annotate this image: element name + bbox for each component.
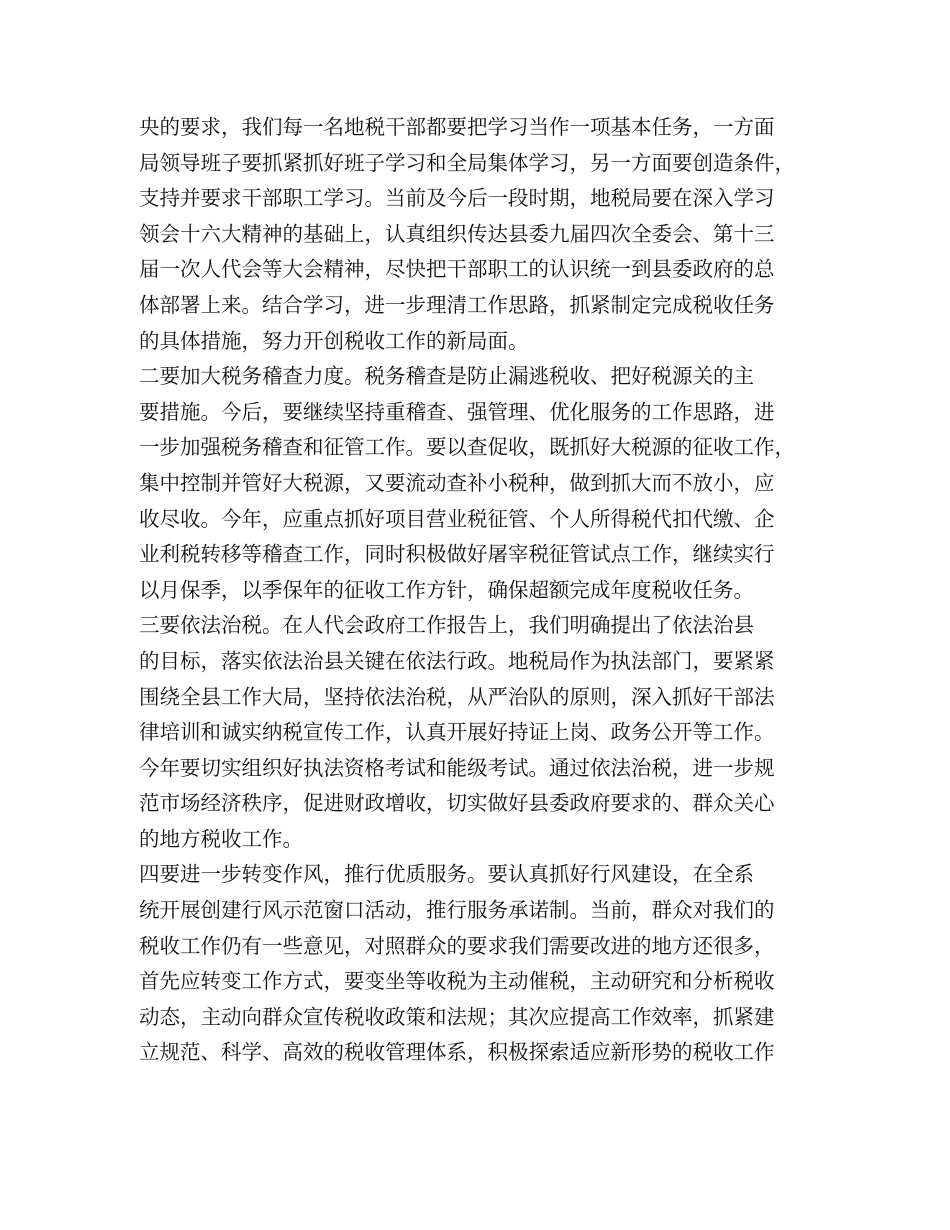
text-line: 税收工作仍有一些意见，对照群众的要求我们需要改进的地方还很多， [139,933,775,958]
text-line: 集中控制并管好大税源，又要流动查补小税种，做到抓大而不放小，应 [139,470,775,495]
text-line: 届一次人代会等大会精神，尽快把干部职工的认识统一到县委政府的总 [139,257,775,282]
text-line: 一步加强税务稽查和征管工作。要以查促收，既抓好大税源的征收工作， [139,435,795,460]
text-line: 央的要求，我们每一名地税干部都要把学习当作一项基本任务，一方面 [139,115,775,139]
text-line: 的地方税收工作。 [139,826,303,851]
text-line: 四要进一步转变作风，推行优质服务。要认真抓好行风建设，在全系 [139,862,754,887]
text-line: 业利税转移等稽查工作，同时积极做好屠宰税征管试点工作，继续实行 [139,542,775,567]
text-line: 支持并要求干部职工学习。当前及今后一段时期，地税局要在深入学习 [139,186,775,211]
text-line: 统开展创建行风示范窗口活动，推行服务承诺制。当前，群众对我们的 [139,898,775,923]
text-line: 的具体措施，努力开创税收工作的新局面。 [139,328,529,353]
document-body [139,110,829,1071]
text-line: 首先应转变工作方式，要变坐等收税为主动催税，主动研究和分析税收 [139,969,775,994]
text-line: 要措施。今后，要继续坚持重稽查、强管理、优化服务的工作思路，进 [139,399,775,424]
text-line: 局领导班子要抓紧抓好班子学习和全局集体学习，另一方面要创造条件， [139,150,795,175]
text-line: 二要加大税务稽查力度。税务稽查是防止漏逃税收、把好税源关的主 [139,364,754,389]
text-line: 以月保季，以季保年的征收工作方针，确保超额完成年度税收任务。 [139,577,754,602]
text-line: 的目标，落实依法治县关键在依法行政。地税局作为执法部门，要紧紧 [139,648,775,673]
text-line: 收尽收。今年，应重点抓好项目营业税征管、个人所得税代扣代缴、企 [139,506,775,531]
text-line: 立规范、科学、高效的税收管理体系，积极探索适应新形势的税收工作 [139,1040,775,1065]
text-line: 体部署上来。结合学习，进一步理清工作思路，抓紧制定完成税收任务 [139,292,775,317]
text-line: 领会十六大精神的基础上，认真组织传达县委九届四次全委会、第十三 [139,221,775,246]
text-line: 今年要切实组织好执法资格考试和能级考试。通过依法治税，进一步规 [139,755,775,780]
text-line: 律培训和诚实纳税宣传工作，认真开展好持证上岗、政务公开等工作。 [139,720,775,745]
text-line: 范市场经济秩序，促进财政增收，切实做好县委政府要求的、群众关心 [139,791,775,816]
text-line: 动态，主动向群众宣传税收政策和法规；其次应提高工作效率，抓紧建 [139,1004,775,1029]
text-line: 三要依法治税。在人代会政府工作报告上，我们明确提出了依法治县 [139,613,754,638]
text-line: 围绕全县工作大局，坚持依法治税，从严治队的原则，深入抓好干部法 [139,684,775,709]
